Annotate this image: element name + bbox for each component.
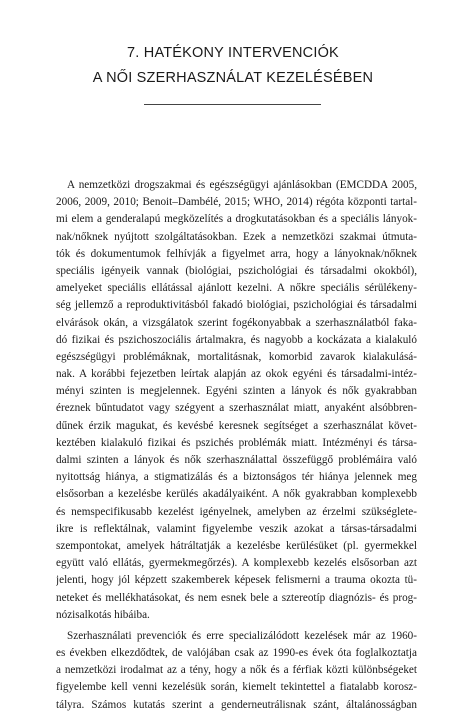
text-line: figyelembe kell venni kezelésük során, kiemelt tekintettel a fiatalabb korosz- bbox=[56, 681, 417, 694]
text-line: dűnek érzik magukat, és kevésbé keresnek segítséget a szerhasználat követ- bbox=[56, 419, 417, 432]
text-line: A nemzetközi drogszakmai és egészségügyi ajánlásokban (EMCDDA 2005, bbox=[67, 179, 417, 191]
text-line: nyitottság hiánya, a stigmatizálás és a biztonságos tér hiánya jelennek meg bbox=[56, 471, 417, 484]
text-line: mi elem a genderalapú megközelítés a drogkutatásokban és a speciális lányok- bbox=[56, 213, 417, 226]
text-line: a nemzetközi irodalmat az a tény, hogy a nők és a férfiak közti különbségeket bbox=[56, 664, 417, 677]
text-line: elsősorban a kezelésbe kerülés akadályaiként. A nők gyakrabban komplexebb bbox=[56, 488, 417, 501]
chapter-title-line-1: 7. HATÉKONY INTERVENCIÓK bbox=[127, 45, 339, 61]
text-line: szempontokat, amelyek hátráltatják a kezelésbe kerülésüket (pl. gyermekkel bbox=[56, 539, 417, 552]
text-line: és nemspecifikusabb kezelést igényelnek, amelyben az érzelmi szükséglete- bbox=[56, 505, 417, 518]
text-line: tályra. Számos kutatás szerint a genderneutrálisnak szánt, általánosságban bbox=[56, 698, 417, 711]
text-line: amelyeket speciális ellátással ajánlott kezelni. A nőkre speciális sérülékeny- bbox=[56, 282, 417, 295]
paragraph bbox=[56, 177, 417, 624]
text-line: nózisalkotás hibáiba. bbox=[56, 608, 150, 621]
text-line: együtt való ellátás, gyermekmegőrzés). A komplexebb kezelés elsősorban azt bbox=[56, 557, 417, 570]
text-line: egészségügyi problémáknak, mortalitásnak, komorbid zavarok kialakulásá- bbox=[56, 350, 417, 363]
text-line: elvárások okán, a vizsgálatok szerint fogékonyabbak a szerhasználatból faka- bbox=[56, 316, 417, 329]
text-line: ikre is reflektálnak, valamint figyelembe veszik azokat a társas-társadalmi bbox=[56, 522, 417, 535]
text-line: nak. A korábbi fejezetben leírtak alapján az okok egyéni és társadalmi-intéz- bbox=[56, 368, 417, 381]
text-line: dó fizikai és pszichoszociális ártalmakra, és nagyobb a kockázata a kialakuló bbox=[56, 333, 417, 346]
text-line: 2006, 2009, 2010; Benoit–Dambélé, 2015; WHO, 2014) régóta központi tartal- bbox=[56, 196, 417, 209]
text-line: keztében kialakuló fizikai és pszichés problémák miatt. Intézményi és társa- bbox=[56, 436, 417, 449]
text-line: neteket és mellékhatásokat, és nem esnek bele a sztereotíp diagnózis- és prog- bbox=[56, 591, 417, 604]
text-line: es években elkezdődtek, de valójában csak az 1990-es évek óta foglalkoztatja bbox=[56, 647, 417, 660]
text-line: éreznek bűntudatot vagy szégyent a szerhasználat miatt, anyaként alsóbbren- bbox=[56, 402, 417, 415]
chapter-title-line-2: A NŐI SZERHASZNÁLAT KEZELÉSÉBEN bbox=[92, 70, 374, 86]
paragraph bbox=[56, 628, 417, 714]
text-line: tók és dokumentumok felhívják a figyelmet arra, hogy a lányoknak/nőknek bbox=[56, 247, 417, 260]
body-text bbox=[56, 177, 417, 714]
text-line: ményi szinten is megjelennek. Egyéni szinten a lányok és nők gyakrabban bbox=[56, 385, 417, 398]
title-divider bbox=[144, 104, 321, 105]
text-line: ség jellemző a reproduktivitásból fakadó biológiai, pszichológiai és társadalmi bbox=[56, 299, 417, 312]
text-line: nak/nőknek nyújtott szolgáltatásokban. Ezek a nemzetközi szakmai útmuta- bbox=[56, 230, 417, 243]
text-line: Szerhasználati prevenciók és erre specializálódott kezelések már az 1960- bbox=[67, 629, 417, 642]
text-line: jelenti, hogy jól képzett szakemberek képesek felismerni a trauma okozta tü- bbox=[56, 574, 417, 587]
text-line: speciális igényeik vannak (biológiai, pszichológiai és társadalmi okokból), bbox=[56, 264, 417, 277]
text-line: dalmi szinten a lányok és nők szerhasználattal összefüggő problémáira való bbox=[56, 454, 417, 466]
